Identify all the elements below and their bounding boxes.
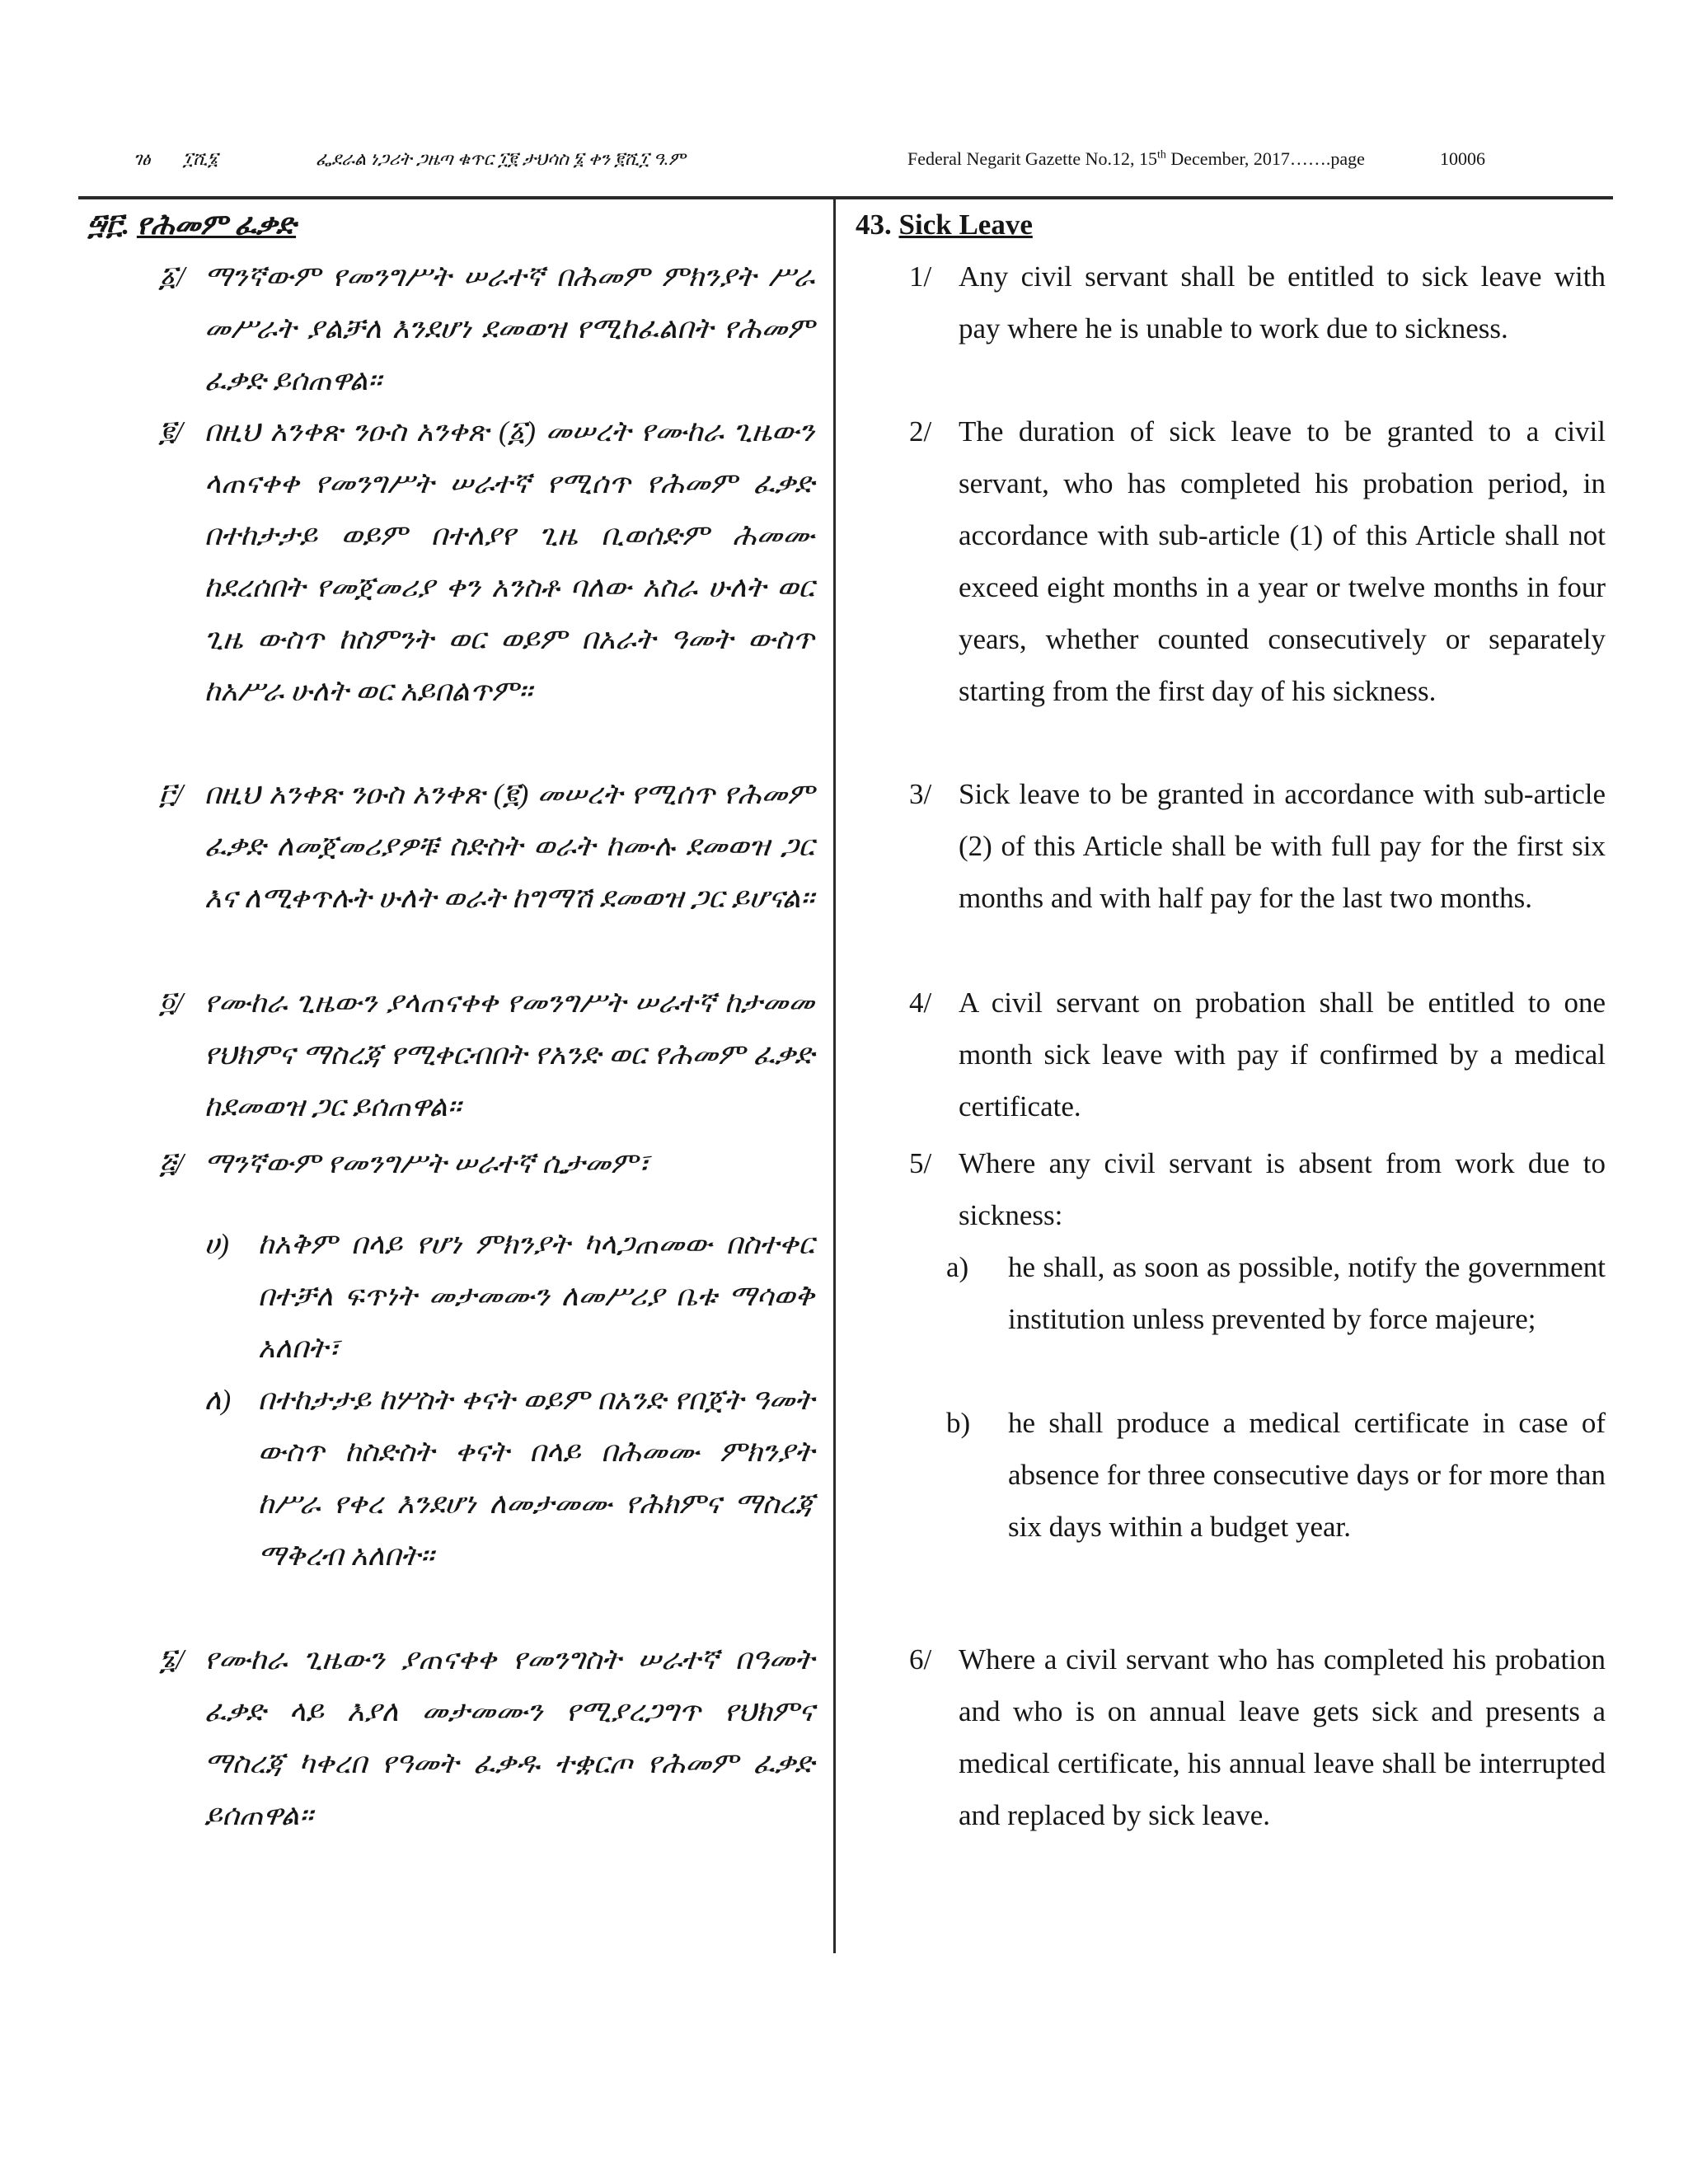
subitem-letter: ሀ) bbox=[204, 1228, 229, 1260]
subitem-text: he shall produce a medical certificate in case of absence for three consecutive days or for more than six days within a budget year. bbox=[1008, 1407, 1606, 1543]
item-number: ፭/ bbox=[159, 1147, 184, 1179]
item-text: Sick leave to be granted in accordance with sub-article (2) of this Article shall be with full pay for the first six months and with half pay for the last two months. bbox=[959, 778, 1606, 914]
item-text: ማንኛውም የመንግሥት ሠራተኛ ሲታመም፣ bbox=[204, 1147, 649, 1179]
amharic-gazette-title: ፌደራል ነጋሪት ጋዜጣ ቁጥር ፲፪ ታህሳስ ፮ ቀን ፪ሺ፲ ዓ.ም bbox=[316, 148, 686, 169]
amharic-article-title: የሕመም ፈቃድ bbox=[136, 209, 297, 241]
item-number: 1/ bbox=[909, 260, 932, 293]
item-number: 2/ bbox=[909, 415, 932, 448]
amharic-page-number: ፲ሺ፮ bbox=[183, 148, 218, 169]
subitem-letter: ለ) bbox=[204, 1384, 232, 1416]
amharic-article-heading bbox=[87, 199, 296, 251]
item-number: 5/ bbox=[909, 1147, 932, 1179]
item-number: ፫/ bbox=[159, 778, 184, 810]
item-text: በዚህ አንቀጽ ንዑስ አንቀጽ (፩) መሠረት የሙከራ ጊዜውን ላጠናቀቀ የመንግሥት ሠራተኛ የሚሰጥ የሕመም ፈቃድ በተከታታይ ወይም በተለያየ ጊዜ ቢወሰድም ሕመሙ ከደረሰበት የመጀመሪያ ቀን አንስቶ ባለው አስራ ሁለት ወር ጊዜ ውስጥ ከስምንት ወር ወይም በአራት ዓመት ውስጥ ከአሥራ ሁለት ወር አይበልጥም፡፡ bbox=[204, 415, 814, 707]
english-article-number: 43. bbox=[856, 209, 892, 241]
subitem-text: ከአቅም በላይ የሆነ ምክንያት ካላጋጠመው በስተቀር በተቻለ ፍጥነት መታመሙን ለመሥሪያ ቤቱ ማሳወቅ አለበት፣ bbox=[258, 1228, 814, 1364]
amharic-page-label: ገፅ bbox=[134, 148, 151, 169]
item-text: የሙከራ ጊዜውን ያላጠናቀቀ የመንግሥት ሠራተኛ ከታመመ የህክምና ማስረጃ የሚቀርብበት የአንድ ወር የሕመም ፈቃድ ከደመወዝ ጋር ይሰጠዋል፡፡ bbox=[204, 987, 814, 1122]
english-article-heading bbox=[856, 199, 1033, 251]
header-rule bbox=[78, 196, 1613, 199]
english-title-main: Federal Negarit Gazette No.12, 15 bbox=[907, 148, 1157, 169]
item-number: ፩/ bbox=[159, 260, 185, 293]
item-text: Where a civil servant who has completed his probation and who is on annual leave gets sick and presents a medical certificate, his annual leave shall be interrupted and replaced by sick leave. bbox=[959, 1643, 1606, 1831]
item-text: Where any civil servant is absent from work due to sickness: bbox=[959, 1147, 1606, 1231]
item-text: በዚህ አንቀጽ ንዑስ አንቀጽ (፪) መሠረት የሚሰጥ የሕመም ፈቃድ ለመጀመሪያዎቹ ስድስት ወራት ከሙሉ ደመወዝ ጋር እና ለሚቀጥሉት ሁለት ወራት ከግማሽ ደመወዝ ጋር ይሆናል፡፡ bbox=[204, 778, 814, 914]
english-article-title: Sick Leave bbox=[898, 209, 1033, 241]
subitem-letter: a) bbox=[946, 1251, 969, 1283]
item-text: The duration of sick leave to be granted to a civil servant, who has completed his probation period, in accordance with sub-article (1) of this Article shall not exceed eight months in a year or twelve months in four years, whether counted consecutively or separately starting from the first day of his sickness. bbox=[959, 415, 1606, 707]
subitem-text: he shall, as soon as possible, notify the government institution unless prevented by force majeure; bbox=[1008, 1251, 1606, 1335]
english-gazette-title bbox=[907, 148, 1365, 170]
item-number: 3/ bbox=[909, 778, 932, 810]
amharic-article-number: ፵፫. bbox=[87, 209, 130, 241]
item-number: ፪/ bbox=[159, 415, 183, 448]
subitem-letter: b) bbox=[946, 1407, 971, 1439]
english-title-rest: December, 2017…….page bbox=[1165, 148, 1365, 169]
page-header bbox=[0, 148, 1688, 181]
item-text: Any civil servant shall be entitled to sick leave with pay where he is unable to work due to sickness. bbox=[959, 260, 1606, 344]
column-divider bbox=[833, 198, 836, 1953]
item-text: የሙከራ ጊዜውን ያጠናቀቀ የመንግስት ሠራተኛ በዓመት ፈቃድ ላይ እያለ መታመሙን የሚያረጋግጥ የህክምና ማስረጃ ካቀረበ የዓመት ፈቃዱ ተቋርጦ የሕመም ፈቃድ ይሰጠዋል፡፡ bbox=[204, 1643, 814, 1831]
page-number: 10006 bbox=[1440, 148, 1485, 169]
item-number: ፮/ bbox=[159, 1643, 185, 1675]
item-text: A civil servant on probation shall be entitled to one month sick leave with pay if confirmed by a medical certificate. bbox=[959, 987, 1606, 1122]
subitem-text: በተከታታይ ከሦስት ቀናት ወይም በአንድ የበጀት ዓመት ውስጥ ከስድስት ቀናት በላይ በሕመሙ ምክንያት ከሥራ የቀረ እንደሆነ ለመታመሙ የሕክምና ማስረጃ ማቅረብ አለበት፡፡ bbox=[258, 1384, 814, 1572]
english-title-ordinal: th bbox=[1157, 148, 1166, 162]
item-number: 4/ bbox=[909, 987, 932, 1019]
item-text: ማንኛውም የመንግሥት ሠራተኛ በሕመም ምክንያት ሥራ መሥራት ያልቻለ እንደሆነ ደመወዝ የሚከፈልበት የሕመም ፈቃድ ይሰጠዋል፡፡ bbox=[204, 260, 814, 396]
item-number: 6/ bbox=[909, 1643, 932, 1675]
item-number: ፬/ bbox=[159, 987, 184, 1019]
